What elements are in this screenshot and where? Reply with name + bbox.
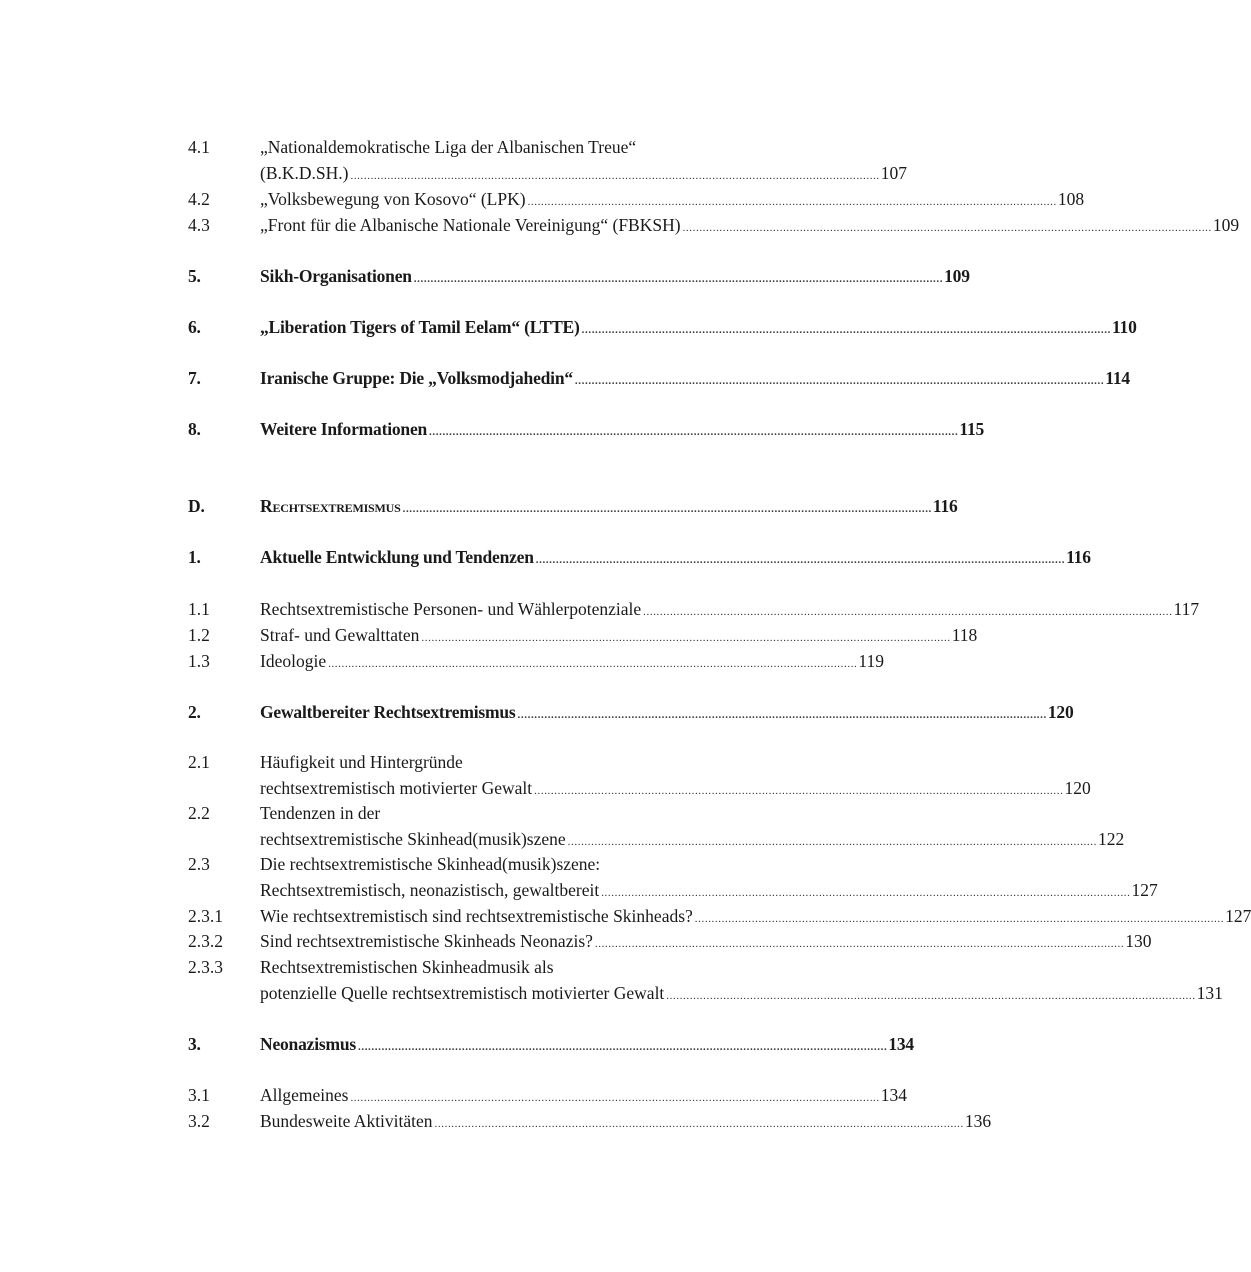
toc-entry-2-2-cont[interactable] <box>0 826 1125 852</box>
toc-entry-2-3[interactable] <box>0 851 900 877</box>
leader-dots: .............................................................................................................................................................. <box>350 1092 880 1104</box>
entry-title: rechtsextremistische Skinhead(musik)szene <box>260 829 566 849</box>
entry-number: 1.2 <box>188 625 210 645</box>
entry-title: Iranische Gruppe: Die „Volksmodjahedin“ <box>260 368 573 388</box>
entry-title: Rechtsextremistische Personen- und Wählerpotenziale <box>260 599 642 619</box>
entry-number: 4.1 <box>188 137 210 157</box>
leader-dots: .............................................................................................................................................................. <box>643 606 1173 618</box>
entry-number: 5. <box>188 266 201 286</box>
toc-entry-2-1[interactable] <box>0 749 900 775</box>
entry-title: „Volksbewegung von Kosovo“ (LPK) <box>260 189 526 209</box>
entry-number: 1.1 <box>188 599 210 619</box>
entry-title: Die rechtsextremistische Skinhead(musik)szene: <box>260 854 601 874</box>
leader-dots: .............................................................................................................................................................. <box>402 503 932 515</box>
toc-entry-2-3-2[interactable] <box>0 928 1152 954</box>
toc-entry-8[interactable] <box>0 416 985 442</box>
entry-page: 122 <box>1097 829 1125 849</box>
entry-number: 1.3 <box>188 651 210 671</box>
entry-title: Rechtsextremistischen Skinheadmusik als <box>260 957 554 977</box>
entry-page: 107 <box>880 163 908 183</box>
leader-dots: .............................................................................................................................................................. <box>534 785 1064 797</box>
toc-entry-4-3[interactable] <box>0 212 1240 238</box>
entry-title: Gewaltbereiter Rechtsextremismus <box>260 702 516 722</box>
toc-entry-6[interactable] <box>0 314 1137 340</box>
entry-title: Allgemeines <box>260 1085 349 1105</box>
entry-page: 116 <box>932 496 958 516</box>
leader-dots: .............................................................................................................................................................. <box>421 632 951 644</box>
entry-title: Straf- und Gewalttaten <box>260 625 420 645</box>
leader-dots: .............................................................................................................................................................. <box>350 170 880 182</box>
entry-page: 116 <box>1066 547 1091 567</box>
toc-entry-4-1[interactable] <box>0 134 900 160</box>
entry-number: 4.2 <box>188 189 210 209</box>
entry-title: Tendenzen in der <box>260 803 381 823</box>
entry-title: Sikh-Organisationen <box>260 266 412 286</box>
leader-dots: .............................................................................................................................................................. <box>694 913 1225 925</box>
entry-page: 110 <box>1111 317 1137 337</box>
entry-page: 136 <box>964 1111 992 1131</box>
leader-dots: .............................................................................................................................................................. <box>581 324 1111 336</box>
entry-number: 1. <box>188 547 201 567</box>
entry-page: 119 <box>858 651 885 671</box>
leader-dots: .............................................................................................................................................................. <box>434 1118 964 1130</box>
entry-number: 2.1 <box>188 752 210 772</box>
leader-dots: .............................................................................................................................................................. <box>567 836 1097 848</box>
entry-page: 134 <box>888 1034 914 1054</box>
toc-entry-2-3-3-cont[interactable] <box>0 980 1223 1006</box>
entry-title: potenzielle Quelle rechtsextremistisch motivierter Gewalt <box>260 983 665 1003</box>
leader-dots: .............................................................................................................................................................. <box>413 273 944 285</box>
toc-entry-3-1[interactable] <box>0 1082 908 1108</box>
leader-dots: .............................................................................................................................................................. <box>594 938 1125 950</box>
entry-title: Rechtsextremistisch, neonazistisch, gewaltbereit <box>260 880 600 900</box>
toc-entry-d[interactable] <box>0 493 958 519</box>
entry-title: Wie rechtsextremistisch sind rechtsextremistische Skinheads? <box>260 906 693 926</box>
entry-number: 3.1 <box>188 1085 210 1105</box>
entry-page: 127 <box>1225 906 1251 926</box>
toc-entry-3[interactable] <box>0 1031 914 1057</box>
entry-number: 2. <box>188 702 201 722</box>
entry-number: 2.3.2 <box>188 931 223 951</box>
toc-entry-1-3[interactable] <box>0 648 900 674</box>
toc-entry-4-2[interactable] <box>0 186 1085 212</box>
entry-number: 8. <box>188 419 201 439</box>
leader-dots: .............................................................................................................................................................. <box>328 658 858 670</box>
entry-title: Ideologie <box>260 651 327 671</box>
toc-entry-2[interactable] <box>0 699 1074 725</box>
leader-dots: .............................................................................................................................................................. <box>682 222 1212 234</box>
entry-number: 6. <box>188 317 201 337</box>
entry-page: 109 <box>1212 215 1240 235</box>
entry-title: Neonazismus <box>260 1034 356 1054</box>
toc-entry-4-1-cont[interactable] <box>0 160 908 186</box>
leader-dots: .............................................................................................................................................................. <box>601 887 1131 899</box>
entry-number: 4.3 <box>188 215 210 235</box>
leader-dots: .............................................................................................................................................................. <box>574 375 1105 387</box>
entry-page: 109 <box>944 266 970 286</box>
entry-page: 120 <box>1064 778 1091 798</box>
entry-number: 2.3.3 <box>188 957 223 977</box>
toc-entry-7[interactable] <box>0 365 1130 391</box>
entry-number: 3.2 <box>188 1111 210 1131</box>
entry-page: 117 <box>1173 599 1200 619</box>
entry-page: 118 <box>951 625 978 645</box>
leader-dots: .............................................................................................................................................................. <box>358 1041 888 1053</box>
entry-page: 134 <box>880 1085 908 1105</box>
toc-entry-2-2[interactable] <box>0 800 900 826</box>
entry-title: Rechtsextremismus <box>260 496 401 516</box>
entry-number: D. <box>188 496 205 516</box>
entry-page: 114 <box>1105 368 1130 388</box>
entry-title: Aktuelle Entwicklung und Tendenzen <box>260 547 534 567</box>
toc-entry-1-2[interactable] <box>0 622 978 648</box>
entry-title: (B.K.D.SH.) <box>260 163 349 183</box>
entry-number: 7. <box>188 368 201 388</box>
entry-title: „Front für die Albanische Nationale Vereinigung“ (FBKSH) <box>260 215 681 235</box>
entry-page: 115 <box>959 419 985 439</box>
entry-title: „Nationaldemokratische Liga der Albanischen Treue“ <box>260 137 637 157</box>
leader-dots: .............................................................................................................................................................. <box>527 196 1057 208</box>
entry-title: Sind rechtsextremistische Skinheads Neonazis? <box>260 931 593 951</box>
leader-dots: .............................................................................................................................................................. <box>666 990 1196 1002</box>
entry-title: rechtsextremistisch motivierter Gewalt <box>260 778 533 798</box>
entry-number: 2.2 <box>188 803 210 823</box>
toc-entry-5[interactable] <box>0 263 970 289</box>
toc-entry-2-1-cont[interactable] <box>0 775 1091 801</box>
toc-entry-3-2[interactable] <box>0 1108 992 1134</box>
leader-dots: .............................................................................................................................................................. <box>429 426 959 438</box>
entry-title: Bundesweite Aktivitäten <box>260 1111 433 1131</box>
entry-number: 3. <box>188 1034 201 1054</box>
entry-page: 108 <box>1057 189 1085 209</box>
entry-title: Häufigkeit und Hintergründe <box>260 752 463 772</box>
entry-number: 2.3 <box>188 854 210 874</box>
leader-dots: .............................................................................................................................................................. <box>517 709 1047 721</box>
entry-page: 131 <box>1196 983 1223 1003</box>
toc-entry-2-3-3[interactable] <box>0 954 900 980</box>
entry-page: 120 <box>1047 702 1074 722</box>
entry-title: Weitere Informationen <box>260 419 428 439</box>
entry-page: 130 <box>1125 931 1152 951</box>
toc-entry-1-1[interactable] <box>0 596 1200 622</box>
entry-title: „Liberation Tigers of Tamil Eelam“ (LTTE) <box>260 317 580 337</box>
leader-dots: .............................................................................................................................................................. <box>535 554 1066 566</box>
toc-entry-2-3-cont[interactable] <box>0 877 1158 903</box>
toc-entry-1[interactable] <box>0 544 1091 570</box>
entry-number: 2.3.1 <box>188 906 223 926</box>
entry-page: 127 <box>1131 880 1158 900</box>
toc-entry-2-3-1[interactable] <box>0 903 1251 929</box>
